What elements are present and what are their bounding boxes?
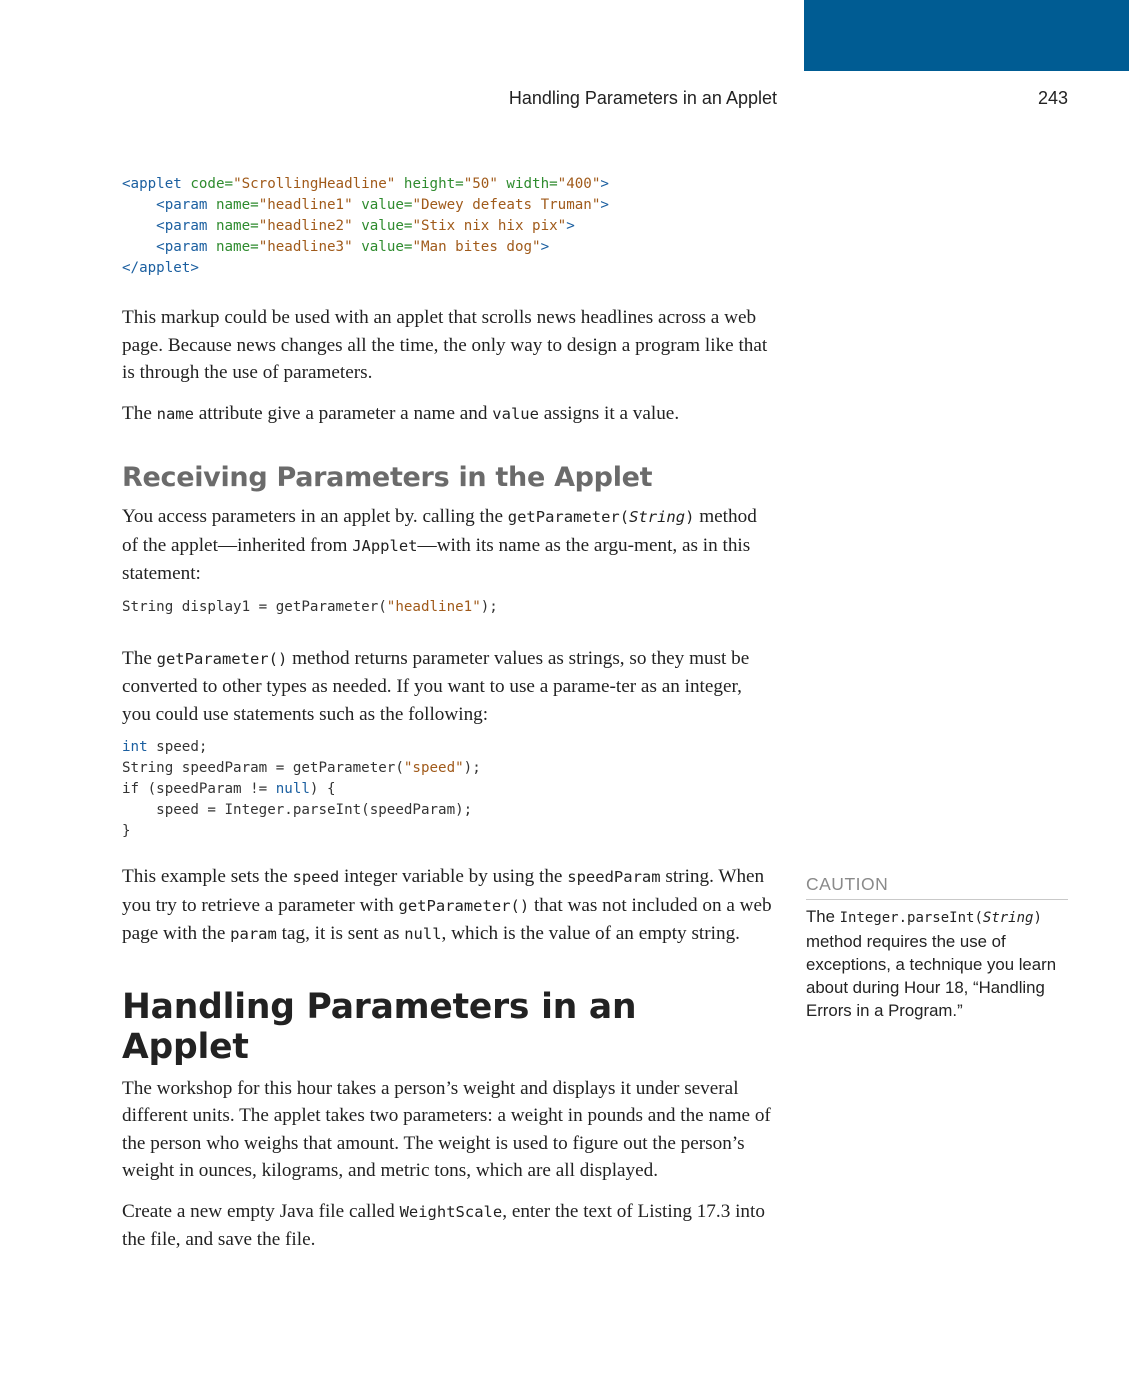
caution-text: The Integer.parseInt(String) method requires the use of exceptions, a technique you learn about during Hour 18, “Handling Errors in a Program.” — [806, 907, 1057, 1020]
paragraph-scrolling-headlines: This markup could be used with an applet that scrolls news headlines across a web page. Because news changes all the time, the only way to design a program like that is through the use of parameters. — [122, 307, 768, 383]
caution-title: CAUTION — [806, 874, 1068, 900]
code-block-applet-markup: <applet code="ScrollingHeadline" height="50" width="400"> <param name="headline1" value="Dewey defeats Truman"> <param name="headline2" value="Stix nix hix pix"> <param name="headline3" value="Man bites dog"> </applet> — [122, 176, 609, 276]
code-block-speed-param: int speed; String speedParam = getParameter("speed"); if (speedParam != null) { speed = Integer.parseInt(speedParam); } — [122, 739, 481, 839]
heading-receiving-parameters: Receiving Parameters in the Applet — [122, 462, 653, 493]
code-block-display1: String display1 = getParameter("headline1"); — [122, 598, 498, 615]
paragraph-get-parameter: You access parameters in an applet by. calling the getParameter(String) method of the applet—inherited from JApplet—with its name as the argu-ment, as in this statement: — [122, 506, 757, 584]
page-number: 243 — [1037, 88, 1068, 108]
paragraph-speed-example: This example sets the speed integer variable by using the speedParam string. When you try to retrieve a parameter with getParameter() that was not included on a web page with the param tag, it is sent as null, which is the value of an empty string. — [122, 866, 772, 944]
paragraph-create-weightscale: Create a new empty Java file called WeightScale, enter the text of Listing 17.3 into the file, and save the file. — [122, 1200, 765, 1250]
running-header-title: Handling Parameters in an Applet — [508, 88, 777, 108]
main-column — [122, 174, 772, 1254]
heading-handling-parameters: Handling Parameters in an Applet — [122, 986, 637, 1067]
caution-sidebar — [806, 874, 1068, 1022]
paragraph-name-value-attributes: The name attribute give a parameter a name and value assigns it a value. — [122, 402, 680, 424]
paragraph-string-conversion: The getParameter() method returns parameter values as strings, so they must be converted to other types as needed. If you want to use a parame-ter as an integer, you could use statements such as the following: — [122, 647, 750, 725]
page-corner-color-block — [804, 0, 1129, 71]
paragraph-workshop-description: The workshop for this hour takes a person’s weight and displays it under several different units. The applet takes two parameters: a weight in pounds and the name of the person who weighs that amount. The weight is used to figure out the person’s weight in ounces, kilograms, and metric tons, which are all displayed. — [122, 1077, 771, 1181]
